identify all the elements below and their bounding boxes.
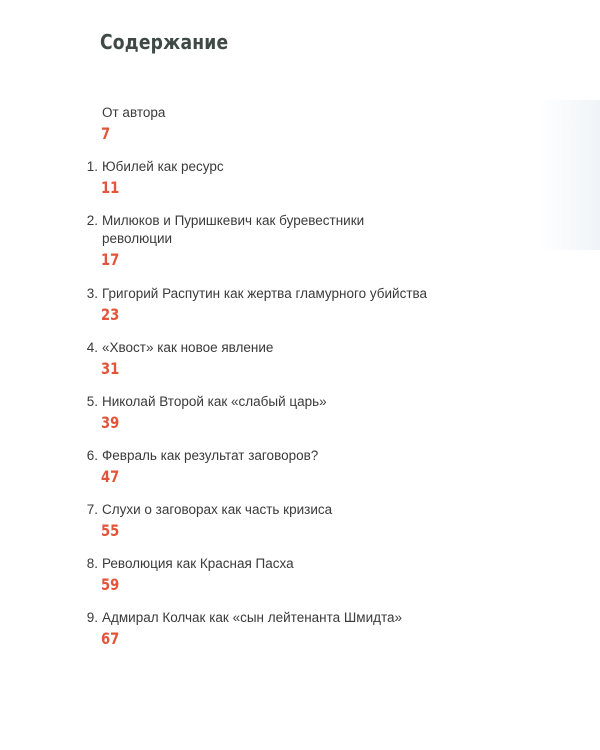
toc-entry-number: 6. — [86, 448, 98, 463]
toc-entry-title: От автора — [102, 105, 166, 120]
toc-entry-page: 17 — [101, 250, 120, 269]
toc-entry-title: Милюков и Пуришкевич как буревестники революции — [102, 213, 365, 246]
toc-entry-page: 39 — [101, 413, 120, 432]
toc-entry-number: 3. — [86, 286, 98, 301]
toc-entry-number: 7. — [86, 502, 98, 517]
toc-entry-title: Юбилей как ресурс — [102, 159, 224, 174]
toc-entry-page: 11 — [101, 178, 120, 197]
toc-entry-page: 23 — [101, 305, 120, 324]
toc-entry-title: Слухи о заговорах как часть кризиса — [102, 502, 333, 517]
toc-entry-title: «Хвост» как новое явление — [102, 340, 274, 355]
toc-entry-page: 59 — [101, 575, 120, 594]
toc-entry-page: 31 — [101, 359, 120, 378]
toc-entry-page: 67 — [101, 629, 120, 648]
toc-entry-page: 47 — [101, 467, 120, 486]
toc-entry-number: 5. — [86, 394, 98, 409]
toc-entry-number: 1. — [86, 159, 98, 174]
toc-entry-page: 55 — [101, 521, 120, 540]
toc-entry-number: 9. — [86, 610, 98, 625]
toc-entry-number: 4. — [86, 340, 98, 355]
page-title: Содержание — [100, 30, 229, 54]
toc-entry-number: 2. — [86, 213, 98, 228]
toc-entry-page: 7 — [101, 124, 111, 143]
toc-entry-title: Григорий Распутин как жертва гламурного убийства — [102, 286, 428, 301]
toc-entry-number: 8. — [86, 556, 98, 571]
toc-entry-title: Николай Второй как «слабый царь» — [102, 394, 327, 409]
toc-entry-title: Февраль как результат заговоров? — [102, 448, 319, 463]
toc-entry-title: Революция как Красная Пасха — [102, 556, 294, 571]
toc-entry-title: Адмирал Колчак как «сын лейтенанта Шмидта» — [102, 610, 403, 625]
